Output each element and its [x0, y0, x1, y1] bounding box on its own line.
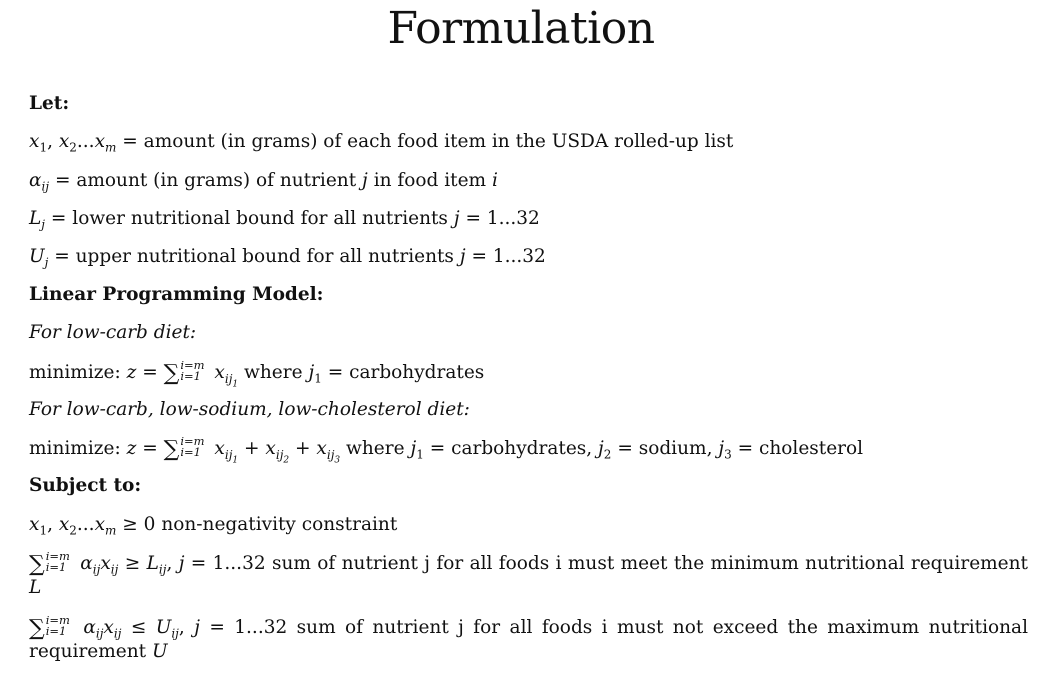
- lowcarb-label: For low-carb diet:: [29, 322, 197, 343]
- sum-limits: i=m i=1: [180, 434, 205, 459]
- sum-symbol: ∑: [29, 552, 45, 577]
- carbohydrates-word: carbohydrates: [451, 438, 587, 459]
- definition-alpha-text: amount (in grams) of nutrient: [76, 170, 357, 191]
- cholesterol-word: cholesterol: [758, 438, 864, 459]
- sum-symbol: ∑: [163, 361, 180, 386]
- definition-x: $x_1$, $x_2...x_m$ = amount (in grams) of each food item in the USDA rolled-up list: [29, 131, 734, 155]
- where-word: where: [244, 362, 303, 383]
- sum-symbol: ∑: [163, 437, 180, 462]
- definition-upper: $U_j$ = upper nutritional bound for all nutrients j = 1...32: [29, 246, 546, 270]
- nonneg-text: non-negativity constraint: [161, 514, 398, 535]
- definition-upper-range: = 1...32: [471, 246, 546, 267]
- combo-objective: minimize: z = ∑ i=m i=1 $x_{ij_1} + x_{ij_2} + x_{ij_3}$ where $j_1$ = carbohydrates, $j_2$ = sodium, $j_3$ = cholesterol: [29, 434, 864, 466]
- definition-upper-text: upper nutritional bound for all nutrients: [75, 246, 454, 267]
- model-heading: Linear Programming Model:: [29, 284, 324, 305]
- minimize-word: minimize:: [29, 438, 121, 459]
- let-heading: Let:: [29, 93, 70, 114]
- combo-label: For low-carb, low-sodium, low-cholesterol diet:: [29, 399, 470, 420]
- min-range: = 1...32: [190, 553, 266, 574]
- page-title: Formulation: [387, 3, 655, 54]
- sum-limits: i=m i=1: [45, 613, 70, 638]
- subject-heading: Subject to:: [29, 475, 142, 496]
- sum-limits: i=m i=1: [180, 358, 205, 383]
- sum-symbol: ∑: [29, 616, 45, 641]
- definition-x-text: amount (in grams) of each food item in the USDA rolled-up list: [143, 131, 734, 152]
- carbohydrates-word: carbohydrates: [349, 362, 485, 383]
- where-word: where: [346, 438, 405, 459]
- constraint-nonneg: $x_1$, $x_2...x_m \ge 0$ non-negativity constraint: [29, 514, 398, 538]
- definition-alpha-text-2: in food item: [373, 170, 487, 191]
- min-req-text: sum of nutrient j for all foods i must meet the minimum nutritional requirement: [271, 553, 1028, 574]
- minimize-word: minimize:: [29, 362, 121, 383]
- max-range: = 1...32: [209, 617, 288, 638]
- sodium-word: sodium: [638, 438, 707, 459]
- definition-lower-text: lower nutritional bound for all nutrients: [72, 208, 448, 229]
- definition-lower-range: = 1...32: [465, 208, 540, 229]
- lowcarb-objective: minimize: z = ∑ i=m i=1 $x_{ij_1}$ where $j_1$ = carbohydrates: [29, 358, 485, 390]
- constraint-min: ∑ i=m i=1 $\alpha_{ij}x_{ij} \ge L_{ij}$, j = 1...32 sum of nutrient j for all foods i must meet the minimum nutritional requirement L: [29, 549, 1028, 598]
- definition-alpha: $\alpha_{ij}$ = amount (in grams) of nutrient j in food item i: [29, 170, 498, 194]
- definition-lower: $L_j$ = lower nutritional bound for all nutrients j = 1...32: [29, 208, 540, 232]
- max-req-text: sum of nutrient j for all foods i must not exceed the maximum nutritional requirement: [29, 617, 1029, 662]
- sum-limits: i=m i=1: [45, 549, 70, 574]
- constraint-max: ∑ i=m i=1 $\alpha_{ij}x_{ij} \le U_{ij}$, j = 1...32 sum of nutrient j for all foods i must not exceed the maximum nutritional requirement U: [29, 613, 1029, 662]
